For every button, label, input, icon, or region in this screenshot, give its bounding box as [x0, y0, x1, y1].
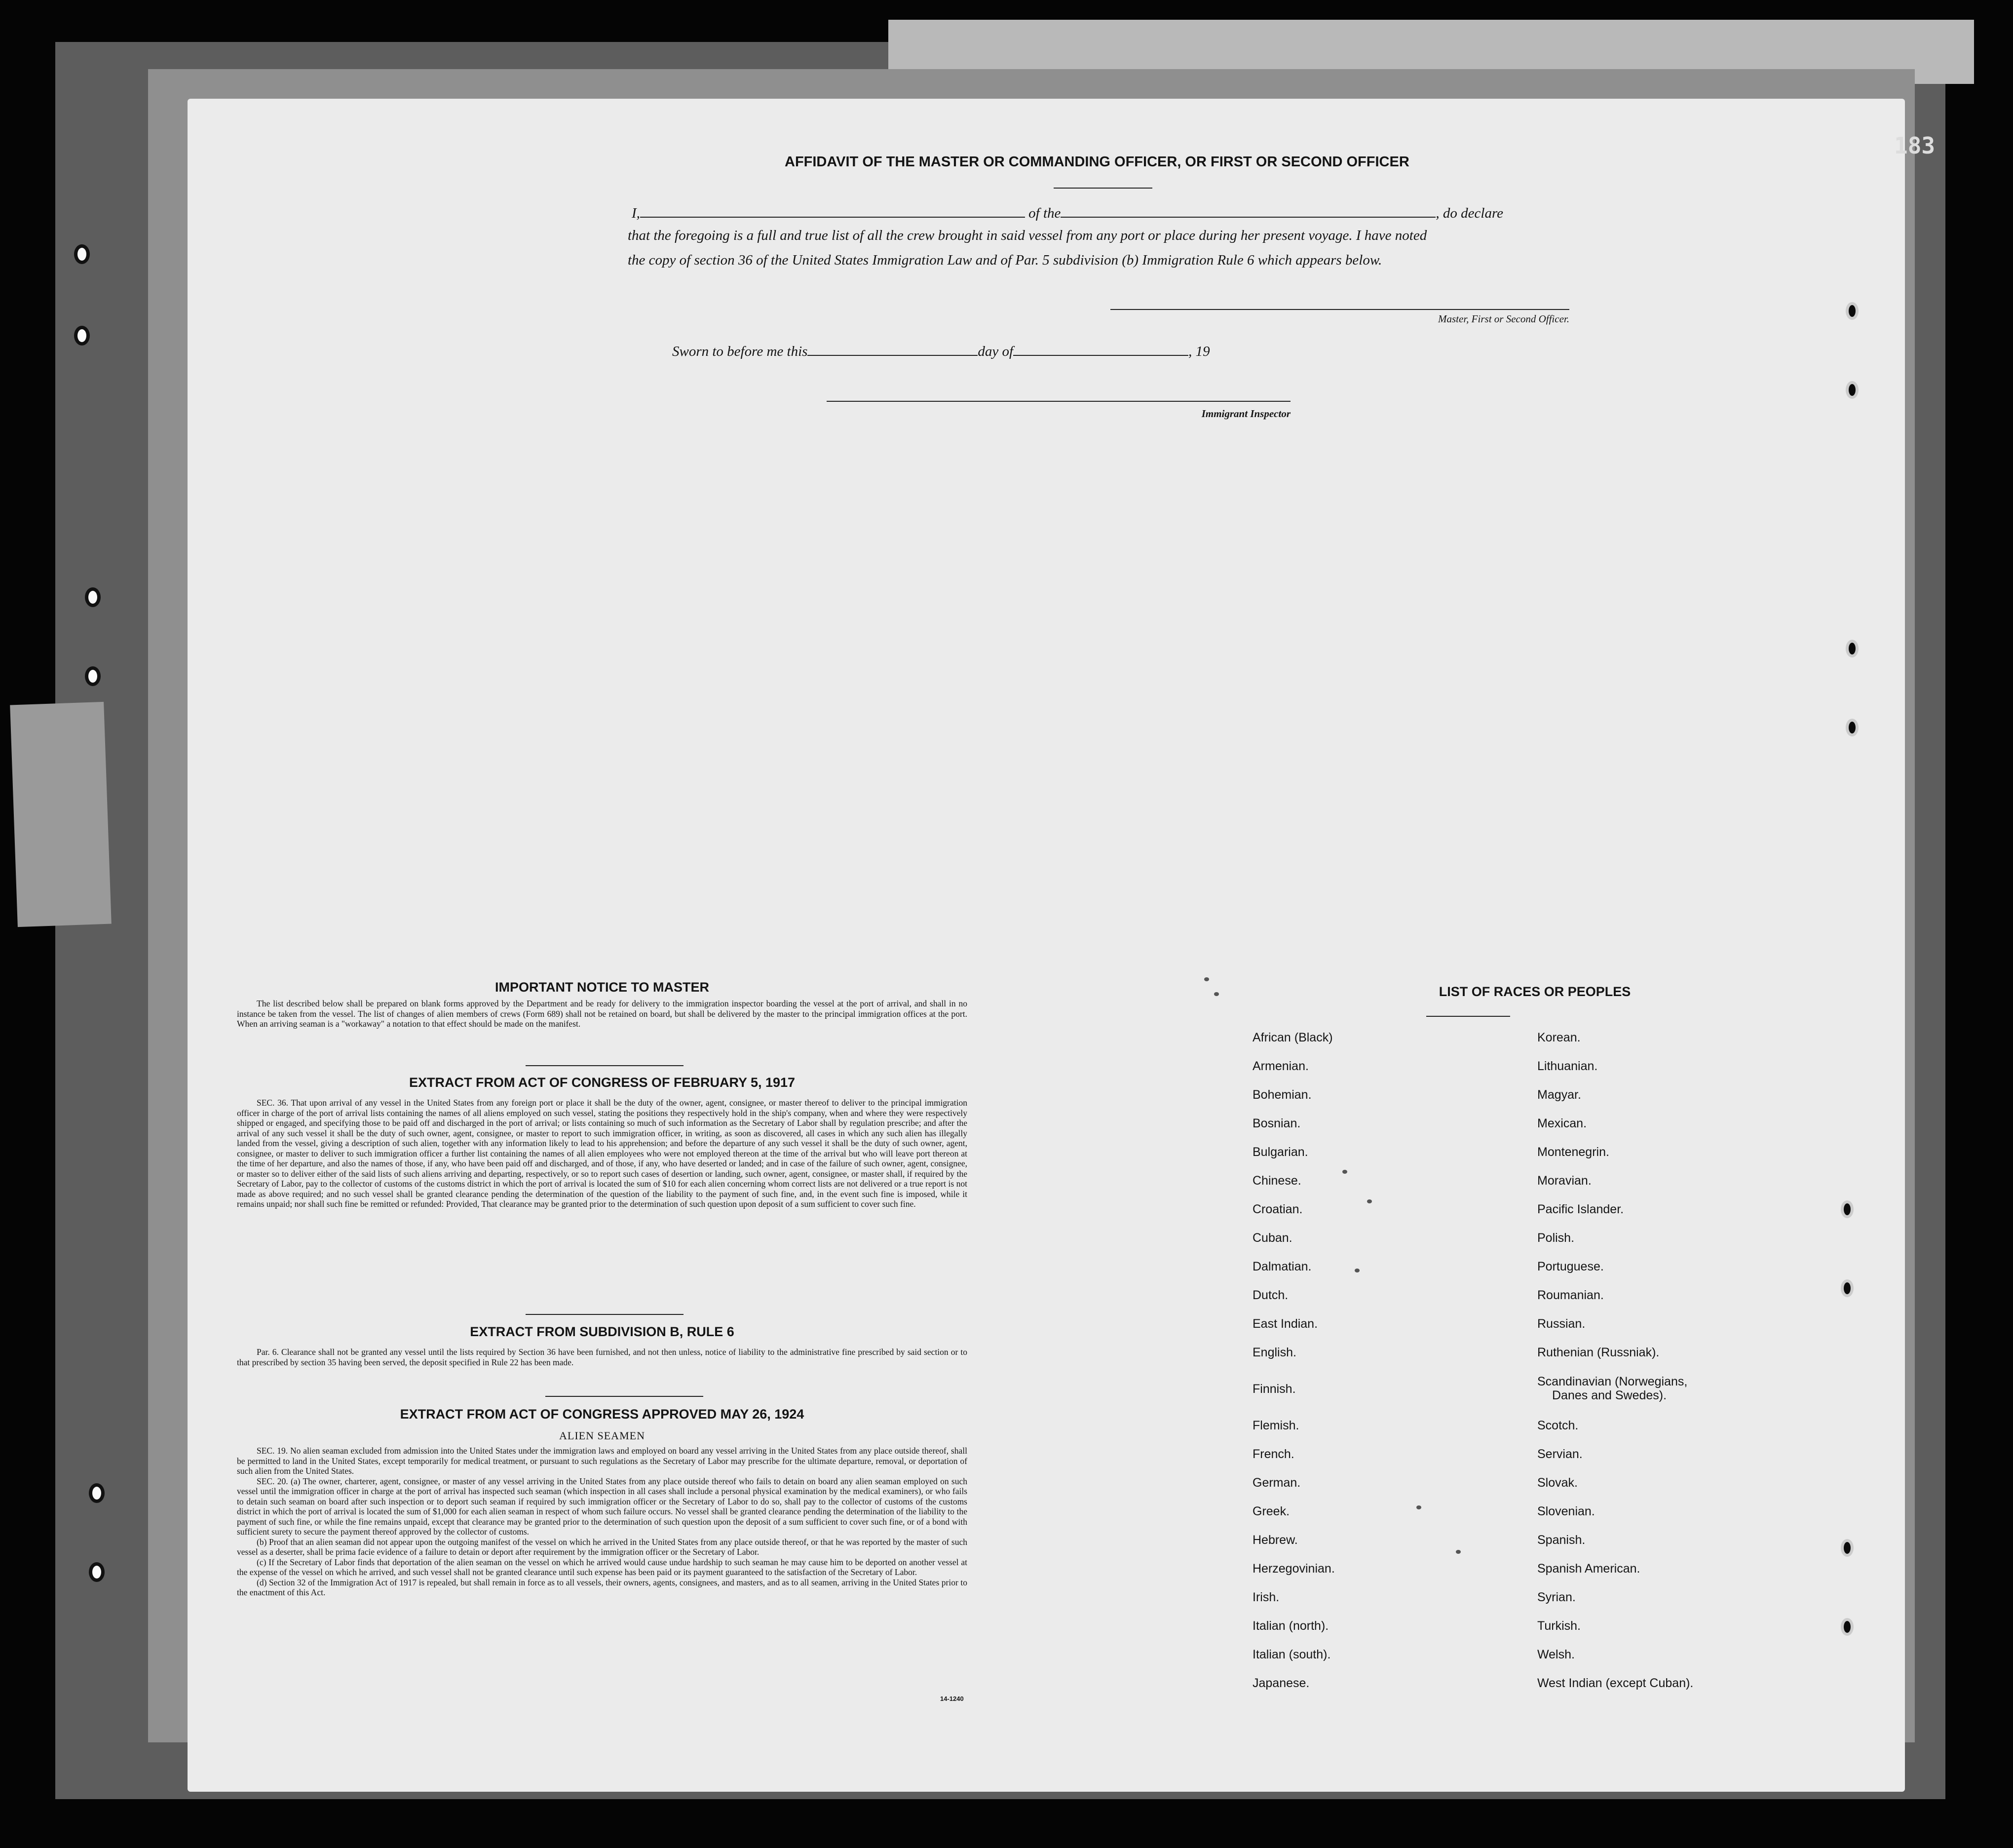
extract-1924-title: EXTRACT FROM ACT OF CONGRESS APPROVED MAY 26, 1924	[400, 1407, 804, 1422]
inspector-signature-line[interactable]	[827, 401, 1291, 402]
ink-speck	[1416, 1505, 1421, 1509]
race-item: Welsh.	[1537, 1648, 1575, 1661]
race-item: Pacific Islander.	[1537, 1202, 1624, 1216]
declare-of: of the	[1028, 205, 1061, 221]
section-36-paragraph: SEC. 36. That upon arrival of any vessel in the United States from any foreign port or place it shall be the duty of the owner, agent, consignee, or master thereof to deliver to the principal immigration officer in charge of the port of arrival lists containing the names of all aliens employed on such vessel, stating the positions they respectively hold in the ship's company, when and where they were respectively shipped or engaged, and specifying those to be paid off and discharged in the port of arrival; or lists containing so much of such information as the Secretary of Labor shall by regulation prescribe; and after the arrival of any such vessel it shall be the duty of such owner, agent, consignee, or master to report to such immigration officer, in writing, as soon as discovered, all cases in which any such alien has illegally landed from the vessel, giving a description of such alien, together with any information likely to lead to his apprehension; and before the departure of any such vessel it shall be the duty of such owner, agent, consignee, or master to deliver to such immigration officer a further list containing the names of all alien employees who were not employed thereon at the time of the arrival but who will leave port thereon at the time of her departure, and also the names of those, if any, who have been paid off and discharged, and of those, if any, who have deserted or landed; and in case of the failure of such owner, agent, consignee, or master so to deliver either of the said lists of such aliens arriving and departing, respectively, or so to report such cases of desertion or landing, such owner, agent, consignee, or master shall, if required by the Secretary of Labor, pay to the collector of customs of the customs district in which the port of arrival is located the sum of $10 for each alien concerning whom correct lists are not delivered or a true report is not made as above required; and no such vessel shall be granted clearance pending the determination of the question of the liability to the payment of such fine, and, in the event such fine is imposed, while it remains unpaid; nor shall such fine be remitted or refunded: Provided, That clearance may be granted prior to the determination of such question upon deposit of a sum sufficient to cover such fine.	[237, 1098, 967, 1209]
race-item: Dutch.	[1253, 1288, 1289, 1302]
race-item: Italian (south).	[1253, 1648, 1331, 1661]
binder-hole-icon	[1841, 1539, 1854, 1557]
race-item: Magyar.	[1537, 1088, 1581, 1102]
sworn-prefix: Sworn to before me this	[672, 344, 808, 359]
race-item: Mexican.	[1537, 1116, 1587, 1130]
signature-line[interactable]	[1110, 309, 1569, 310]
notice-title: IMPORTANT NOTICE TO MASTER	[495, 980, 709, 995]
ink-speck	[1214, 992, 1219, 996]
race-item: Italian (north).	[1253, 1619, 1329, 1633]
race-item: Bulgarian.	[1253, 1145, 1308, 1159]
race-item: Finnish.	[1253, 1382, 1296, 1396]
ink-speck	[1456, 1550, 1461, 1554]
race-item: Herzegovinian.	[1253, 1562, 1335, 1576]
declaration-line: the copy of section 36 of the United States Immigration Law and of Par. 5 subdivision (b) Immigration Rule 6 which appears below.	[628, 252, 1382, 268]
sec-19-paragraph: SEC. 19. No alien seaman excluded from admission into the United States under the immigration laws and employed on board any vessel arriving in the United States from any place outside thereof, shall be permitted to land in the United States, except temporarily for medical treatment, or pursuant to such regulations as the Secretary of Labor may prescribe for the ultimate departure, removal, or deportation of such alien from the United States.	[237, 1446, 967, 1476]
race-item: Scandinavian (Norwegians,	[1537, 1375, 1688, 1388]
inspector-label: Immigrant Inspector	[1201, 408, 1291, 420]
extract-rule6-title: EXTRACT FROM SUBDIVISION B, RULE 6	[470, 1324, 734, 1339]
extract-1917-text	[237, 1098, 967, 1209]
sec-20c-paragraph: (c) If the Secretary of Labor finds that deportation of the alien seaman on the vessel on which he arrived would cause undue hardship to such seaman he may cause him to be deported on another vessel at the expense of the vessel on which he arrived, and such vessel shall not be granted clearance until such expense has been paid or its payment guaranteed to the satisfaction of the Secretary of Labor.	[237, 1557, 967, 1577]
binder-hole-icon	[1846, 302, 1859, 320]
races-title: LIST OF RACES OR PEOPLES	[1439, 984, 1631, 999]
day-blank[interactable]	[807, 341, 978, 356]
race-item: West Indian (except Cuban).	[1537, 1676, 1694, 1690]
ink-speck	[1204, 977, 1209, 981]
race-item: Polish.	[1537, 1231, 1575, 1245]
binder-hole-icon	[74, 244, 90, 264]
race-item: Russian.	[1537, 1317, 1586, 1331]
page-number: 183	[1894, 132, 1936, 159]
extract-rule6-text	[237, 1347, 967, 1367]
race-item: Korean.	[1537, 1031, 1581, 1044]
race-item: English.	[1253, 1346, 1296, 1359]
race-item: Syrian.	[1537, 1590, 1576, 1604]
binder-hole-icon	[1841, 1200, 1854, 1218]
sworn-year: , 19	[1188, 344, 1210, 359]
race-item: Spanish American.	[1537, 1562, 1640, 1576]
extract-1924-text	[237, 1446, 967, 1598]
race-item: Moravian.	[1537, 1174, 1592, 1188]
binder-hole-icon	[1846, 381, 1859, 399]
notice-paragraph: The list described below shall be prepared on blank forms approved by the Department and be ready for delivery to the immigration inspector boarding the vessel at the port of arrival, and shall in no instance be taken from the vessel. The list of changes of alien members of crews (Form 689) shall not be retained on board, but shall be delivered by the master to the principal immigration offices at the port. When an arriving seaman is a "workaway" a notation to that effect should be made on the manifest.	[237, 999, 967, 1029]
sec-20b-paragraph: (b) Proof that an alien seaman did not appear upon the outgoing manifest of the vessel on which he arrived in the United States from any place outside thereof, or that he was reported by the master of such vessel as a deserter, shall be prima facie evidence of a failure to detain or deport after requirement by the immigration officer or the Secretary of Labor.	[237, 1537, 967, 1557]
race-item: Servian.	[1537, 1447, 1583, 1461]
binder-hole-icon	[1846, 719, 1859, 736]
extract-1917-title: EXTRACT FROM ACT OF CONGRESS OF FEBRUARY 5, 1917	[409, 1075, 796, 1090]
par-6-paragraph: Par. 6. Clearance shall not be granted any vessel until the lists required by Section 36 have been furnished, and not then unless, notice of liability to the administrative fine prescribed by said section or to that prescribed by section 35 having been served, the deposit specified in Rule 22 has been made.	[237, 1347, 967, 1367]
ink-speck	[1355, 1269, 1360, 1272]
sec-20a-paragraph: SEC. 20. (a) The owner, charterer, agent, consignee, or master of any vessel arriving in the United States from any place outside thereof who fails to detain on board any alien seaman employed on such vessel until the immigration officer in charge at the port of arrival has inspected such seaman (which inspection in all cases shall include a personal physical examination by the medical examiners), or who fails to detain such seaman on board after such inspection or to deport such seaman if required by such immigration officer or the Secretary of Labor to do so, shall pay to the collector of customs of the customs district in which the port of arrival is located the sum of $1,000 for each alien seaman in respect of whom such failure occurs. No vessel shall be granted clearance pending the determination of the liability to the payment of such fine, or while the fine remains unpaid, except that clearance may be granted prior to the determination of such question upon the deposit of a sum sufficient to cover such fine, or of a bond with sufficient surety to secure the payment thereof approved by the collector of customs.	[237, 1476, 967, 1537]
race-item: Ruthenian (Russniak).	[1537, 1346, 1660, 1359]
race-item: Armenian.	[1253, 1059, 1309, 1073]
race-item: Dalmatian.	[1253, 1260, 1312, 1273]
ink-speck	[1367, 1199, 1372, 1203]
binder-hole-icon	[89, 1483, 105, 1503]
binder-hole-icon	[85, 587, 101, 607]
race-item: Hebrew.	[1253, 1533, 1298, 1547]
races-divider	[1426, 1016, 1510, 1017]
sworn-day: day of	[978, 344, 1014, 359]
notice-text	[237, 999, 967, 1029]
race-item: Portuguese.	[1537, 1260, 1604, 1273]
race-item: Cuban.	[1253, 1231, 1292, 1245]
race-item: Danes and Swedes).	[1552, 1388, 1667, 1402]
race-item: Japanese.	[1253, 1676, 1310, 1690]
race-item: Bohemian.	[1253, 1088, 1312, 1102]
race-item: Montenegrin.	[1537, 1145, 1609, 1159]
form-number: 14-1240	[940, 1695, 964, 1702]
title-divider	[1054, 188, 1152, 189]
race-item: French.	[1253, 1447, 1294, 1461]
binder-hole-icon	[89, 1562, 105, 1582]
section-divider	[545, 1396, 703, 1397]
sec-20d-paragraph: (d) Section 32 of the Immigration Act of 1917 is repealed, but shall remain in force as to all vessels, their owners, agents, consignees, and masters, and as to all seamen, arriving in the United States prior to the enactment of this Act.	[237, 1577, 967, 1597]
binder-hole-icon	[1841, 1279, 1854, 1297]
month-blank[interactable]	[1013, 341, 1188, 356]
race-item: German.	[1253, 1476, 1301, 1490]
declare-line	[632, 202, 1569, 222]
signature-label: Master, First or Second Officer.	[1438, 313, 1569, 325]
race-item: Roumanian.	[1537, 1288, 1604, 1302]
ink-speck	[1342, 1170, 1347, 1174]
sworn-line	[672, 341, 1210, 360]
alien-seamen-subtitle: ALIEN SEAMEN	[559, 1429, 645, 1442]
declare-i: I,	[632, 205, 640, 221]
race-item: Spanish.	[1537, 1533, 1586, 1547]
race-item: Greek.	[1253, 1504, 1290, 1518]
race-item: African (Black)	[1253, 1031, 1333, 1044]
race-item: Flemish.	[1253, 1419, 1299, 1432]
binder-hole-icon	[1841, 1618, 1854, 1636]
declaration-line: that the foregoing is a full and true list of all the crew brought in said vessel from any port or place during her present voyage. I have noted	[628, 228, 1427, 243]
race-item: East Indian.	[1253, 1317, 1318, 1331]
race-item: Croatian.	[1253, 1202, 1303, 1216]
affidavit-title: AFFIDAVIT OF THE MASTER OR COMMANDING OFFICER, OR FIRST OR SECOND OFFICER	[785, 154, 1409, 170]
binder-hole-icon	[85, 666, 101, 686]
binder-hole-icon	[74, 326, 90, 346]
declare-end: , do declare	[1436, 205, 1504, 221]
race-item: Irish.	[1253, 1590, 1280, 1604]
section-divider	[526, 1314, 684, 1315]
vessel-blank[interactable]	[1061, 202, 1436, 218]
binder-hole-icon	[1846, 640, 1859, 657]
race-item: Chinese.	[1253, 1174, 1301, 1188]
name-blank[interactable]	[640, 202, 1025, 218]
torn-strip	[10, 702, 112, 927]
race-item: Bosnian.	[1253, 1116, 1301, 1130]
race-item: Slovenian.	[1537, 1504, 1595, 1518]
race-item: Turkish.	[1537, 1619, 1581, 1633]
race-item: Slovak.	[1537, 1476, 1578, 1490]
race-item: Lithuanian.	[1537, 1059, 1598, 1073]
race-item: Scotch.	[1537, 1419, 1579, 1432]
section-divider	[526, 1065, 684, 1066]
